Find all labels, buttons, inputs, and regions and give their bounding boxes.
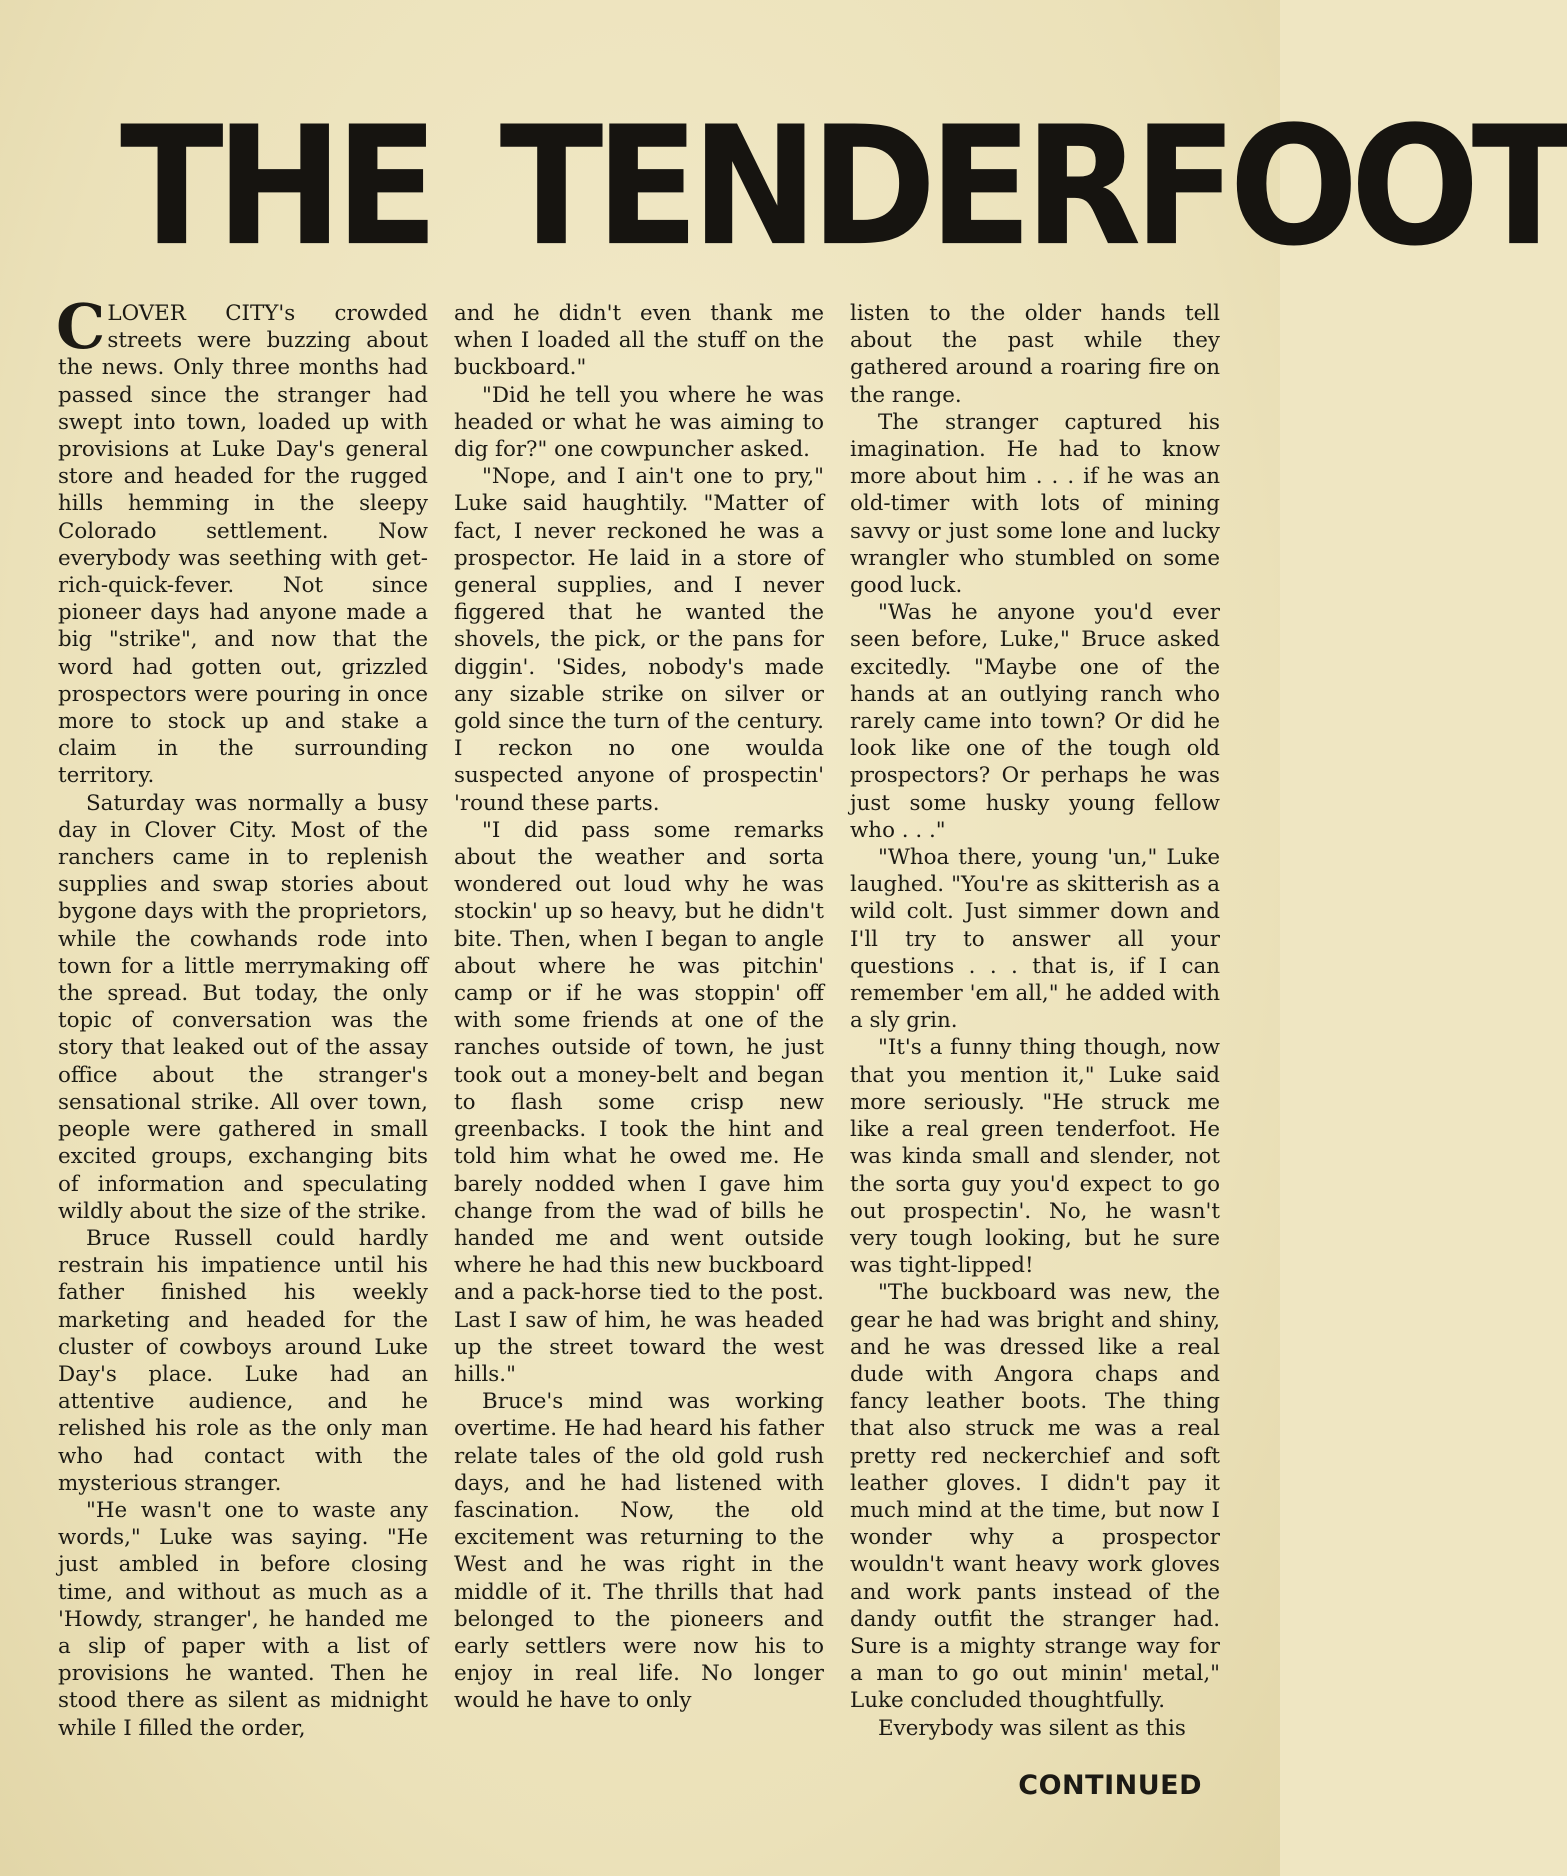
paragraph-text: LOVER CITY's crowded streets were buzzing about the news. Only three months had passed since the stranger had swept into town, loaded up with provisions at Luke Day's general store and headed for the rugged hills hemming in the sleepy Colorado settlement. Now everybody was seething with get-rich-quick-fever. Not since pioneer days had anyone made a big "strike", and now that the word had gotten out, grizzled prospectors were pouring in once more to stock up and stake a claim in the surrounding territory. bbox=[58, 301, 428, 789]
paragraph bbox=[56, 290, 428, 790]
paragraph: Everybody was silent as this bbox=[878, 1715, 1186, 1741]
story-title: THE TENDERFOOT bbox=[120, 90, 1567, 283]
paragraph: and he didn't even thank me when I loaded all the stuff on the buckboard." bbox=[454, 301, 824, 381]
paragraph: Bruce Russell could hardly restrain his impatience until his father finished his weekly marketing and headed for the cluster of cowboys around Luke Day's place. Luke had an attentive audience, and he relished his role as the only man who had contact with the mysterious stranger. bbox=[58, 1225, 428, 1496]
text-columns bbox=[56, 290, 1220, 1750]
drop-cap: C bbox=[56, 290, 106, 363]
column-1 bbox=[56, 290, 428, 1750]
continued-label: CONTINUED bbox=[1018, 1770, 1202, 1801]
paragraph: "It's a funny thing though, now that you mention it," Luke said more seriously. "He struck me like a real green tenderfoot. He was kinda small and slender, not the sorta guy you'd expect to go out prospectin'. No, he wasn't very tough looking, but he sure was tight-lipped! bbox=[850, 1035, 1220, 1279]
paragraph: listen to the older hands tell about the past while they gathered around a roaring fire on the range. bbox=[850, 301, 1220, 408]
paragraph: The stranger captured his imagination. He had to know more about him . . . if he was an old-timer with lots of mining savvy or just some lone and lucky wrangler who stumbled on some good luck. bbox=[850, 409, 1220, 599]
paragraph: "I did pass some remarks about the weather and sorta wondered out loud why he was stockin' up so heavy, but he didn't bite. Then, when I began to angle about where he was pitchin' camp or if he was stoppin' off with some friends at one of the ranches outside of town, he just took out a money-belt and began to flash some crisp new greenbacks. I took the hint and told him what he owed me. He barely nodded when I gave him change from the wad of bills he handed me and went outside where he had this new buckboard and a pack-horse tied to the post. Last I saw of him, he was headed up the street toward the west hills." bbox=[454, 817, 824, 1387]
paragraph: "Whoa there, young 'un," Luke laughed. "You're as skitterish as a wild colt. Just simmer down and I'll try to answer all your questions . . . that is, if I can remember 'em all," he added with a sly grin. bbox=[850, 845, 1220, 1034]
paragraph: Saturday was normally a busy day in Clover City. Most of the ranchers came in to replenish supplies and swap stories about bygone days with the proprietors, while the cowhands rode into town for a little merrymaking off the spread. But today, the only topic of conversation was the story that leaked out of the assay office about the stranger's sensational strike. All over town, people were gathered in small excited groups, exchanging bits of information and speculating wildly about the size of the strike. bbox=[58, 790, 428, 1224]
paragraph: "Was he anyone you'd ever seen before, Luke," Bruce asked excitedly. "Maybe one of the hands at an outlying ranch who rarely came into town? Or did he look like one of the tough old prospectors? Or perhaps he was just some husky young fellow who . . ." bbox=[850, 600, 1220, 843]
column-3 bbox=[850, 300, 1220, 1750]
paragraph: "Nope, and I ain't one to pry," Luke said haughtily. "Matter of fact, I never reckoned he was a prospector. He laid in a store of general supplies, and I never figgered that he wanted the shovels, the pick, or the pans for diggin'. 'Sides, nobody's made any sizable strike on silver or gold since the turn of the century. I reckon no one woulda suspected anyone of prospectin' 'round these parts. bbox=[454, 464, 824, 816]
paragraph: "He wasn't one to waste any words," Luke was saying. "He just ambled in before closing time, and without as much as a 'Howdy, stranger', he handed me a slip of paper with a list of provisions he wanted. Then he stood there as silent as midnight while I filled the order, bbox=[58, 1497, 428, 1741]
column-2 bbox=[454, 300, 824, 1750]
paragraph: "Did he tell you where he was headed or what he was aiming to dig for?" one cowpuncher asked. bbox=[454, 382, 824, 463]
paragraph: Bruce's mind was working overtime. He had heard his father relate tales of the old gold rush days, and he had listened with fascination. Now, the old excitement was returning to the West and he was right in the middle of it. The thrills that had belonged to the pioneers and early settlers were now his to enjoy in real life. No longer would he have to only bbox=[454, 1389, 824, 1714]
paragraph: "The buckboard was new, the gear he had was bright and shiny, and he was dressed like a real dude with Angora chaps and fancy leather boots. The thing that also struck me was a real pretty red neckerchief and soft leather gloves. I didn't pay it much mind at the time, but now I wonder why a prospector wouldn't want heavy work gloves and work pants instead of the dandy outfit the stranger had. Sure is a mighty strange way for a man to go out minin' metal," Luke concluded thoughtfully. bbox=[850, 1280, 1220, 1714]
